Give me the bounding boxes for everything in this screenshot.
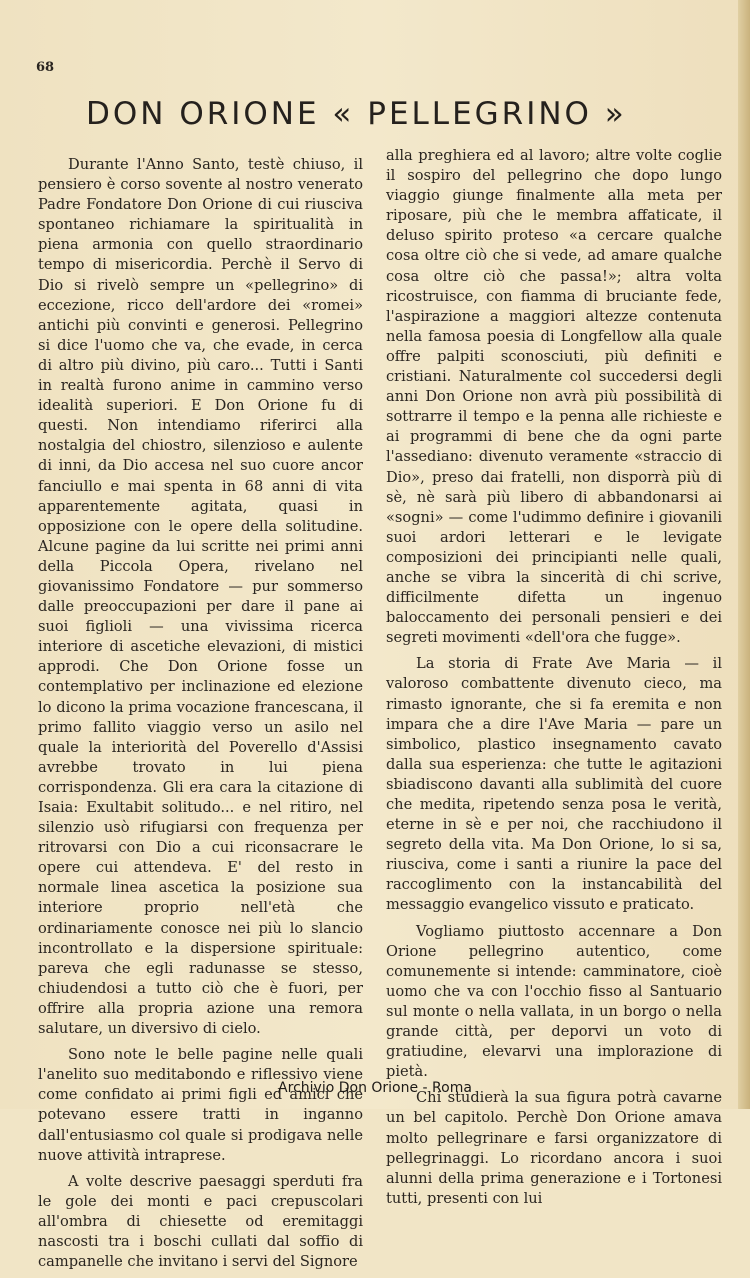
paragraph: A volte descrive paesaggi sperduti fra le gole dei monti e paci crepuscolari all'ombra di chiesette od eremitaggi nascosti tra i boschi cullati dal soffio di campanelle che invitano i servi del Signore — [38, 1172, 363, 1271]
left-column — [38, 155, 363, 1278]
right-column — [386, 146, 722, 1215]
paragraph: Durante l'Anno Santo, testè chiuso, il pensiero è corso sovente al nostro venerato Padre Fondatore Don Orione di cui riusciva spontaneo richiamare la spiritualità in piena armonia con quello straordinario tempo di misericordia. Perchè il Servo di Dio si rivelò sempre un «pellegrino» di eccezione, ricco dell'ardore dei «romei» antichi più convinti e generosi. Pellegrino si dice l'uomo che va, che evade, in cerca di altro più divino, più caro... Tutti i Santi in realtà furono anime in cammino verso idealità superiori. E Don Orione fu di questi. Non intendiamo riferirci alla nostalgia del chiostro, silenzioso e aulente di inni, da Dio accesa nel suo cuore ancor fanciullo e mai spenta in 68 anni di vita apparentemente agitata, quasi in opposizione con le opere della solitudine. Alcune pagine da lui scritte nei primi anni della Piccola Opera, rivelano nel giovanissimo Fondatore — pur sommerso dalle preoccupazioni per dare il pane ai suoi figlioli — una vivissima ricerca interiore di ascetiche elevazioni, di mistici approdi. Che Don Orione fosse un contemplativo per inclinazione ed elezione lo dicono la prima vocazione francescana, il primo fallito viaggio verso un asilo nel quale la interiorità del Poverello d'Assisi avrebbe trovato in lui piena corrispondenza. Gli era cara la citazione di Isaia: Exultabit solitudo... e nel ritiro, nel silenzio usò rifugiarsi con frequenza per ritrovarsi con Dio a cui riconsacrare le opere cui attendeva. E' del resto in normale linea ascetica la posizione sua interiore proprio nell'età che ordinariamente conosce nei più lo slancio incontrollato e la dispersione spirituale: pareva che egli radunasse se stesso, chiudendosi a tutto ciò che è fuori, per offrire alla propria azione una remora salutare, un diversivo di cielo. — [38, 156, 363, 1038]
paragraph: Sono note le belle pagine nelle quali l'anelito suo meditabondo e riflessivo viene come confidato ai primi figli ed amici che potevano essere tratti in inganno dall'entusiasmo col quale si prodigava nelle nuove attività intraprese. — [38, 1046, 363, 1164]
page-edge-shadow — [738, 0, 750, 1109]
paragraph-continued: alla preghiera ed al lavoro; altre volte coglie il sospiro del pellegrino che dopo lungo viaggio giunge finalmente alla meta per riposare, più che le membra affaticate, il deluso spirito proteso «a cercare qualche cosa oltre ciò che si vede, ad amare qualche cosa oltre ciò che passa!»; altra volta ricostruisce, con fiamma di bruciante fede, l'aspirazione a maggiori altezze contenuta nella famosa poesia di Longfellow alla quale offre palpiti sconosciuti, più definiti e cristiani. Naturalmente col succedersi degli anni Don Orione non avrà più possibilità di sottrarre il tempo e la penna alle richieste e ai programmi di bene che da ogni parte l'assediano: divenuto veramente «straccio di Dio», preso dai fratelli, non disporrà più di sè, nè sarà più libero di abbandonarsi ai «sogni» — come l'udimmo definire i giovanili suoi ardori letterari e le levigate composizioni dei principianti nelle quali, anche se vibra la sincerità di chi scrive, difficilmente difetta un ingenuo baloccamento dei personali pensieri e dei segreti movimenti «dell'ora che fugge». — [386, 147, 722, 647]
paragraph: La storia di Frate Ave Maria — il valoroso combattente divenuto cieco, ma rimasto ignorante, che si fa eremita e non impara che a dire l'Ave Maria — pare un simbolico, plastico insegnamento cavato dalla sua esperienza: che tutte le agitazioni sbiadiscono davanti alla sublimità del cuore che medita, ripetendo senza posa le verità, eterne in sè e per noi, che racchiudono il segreto della vita. Ma Don Orione, lo si sa, riusciva, come i santi a riunire la pace del raccoglimento con la instancabilità del messaggio evangelico vissuto e praticato. — [386, 655, 722, 914]
article-title: DON ORIONE « PELLEGRINO » — [86, 96, 627, 132]
paragraph: Chi studierà la sua figura potrà cavarne un bel capitolo. Perchè Don Orione amava molto pellegrinare e farsi organizzatore di pellegrinaggi. Lo ricordano ancora i suoi alunni della prima generazione e i Tortonesi tutti, presenti con lui — [386, 1089, 722, 1207]
page-number: 68 — [36, 60, 55, 75]
archive-footer: Archivio Don Orione - Roma — [278, 1080, 472, 1096]
paragraph: Vogliamo piuttosto accennare a Don Orione pellegrino autentico, come comunemente si intende: camminatore, cioè uomo che va con l'occhio fisso al Santuario sul monte o nella vallata, in un borgo o nella grande città, per deporvi un voto di gratiudine, elevarvi una implorazione di pietà. — [386, 922, 722, 1081]
